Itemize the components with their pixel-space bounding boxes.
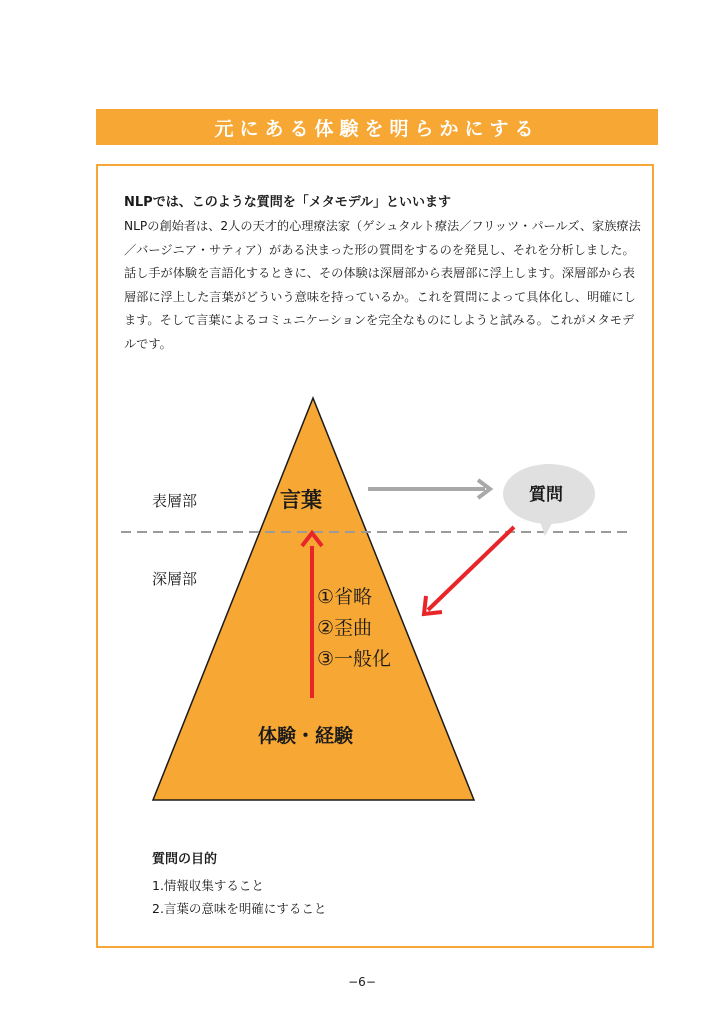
section-heading: NLPでは、このような質問を「メタモデル」といいます xyxy=(124,195,452,210)
purpose-list xyxy=(152,874,326,920)
list-item: 1.情報収集すること xyxy=(152,878,264,893)
page-number: −6− xyxy=(348,975,376,989)
step-omission: ①省略 xyxy=(317,586,373,608)
step-generalization: ③一般化 xyxy=(317,648,392,670)
distortion-steps xyxy=(317,582,391,675)
purpose-title: 質問の目的 xyxy=(152,852,218,867)
question-label: 質問 xyxy=(529,485,563,505)
paragraph: 話し手が体験を言語化するときに、その体験は深層部から表層部に浮上します。深層部から表層部に浮上した言葉がどういう意味を持っているか。これを質問によって具体化し、明確にします。そして言葉によるコミュニケーションを完全なものにしようと試みる。これがメタモデルです。 xyxy=(124,266,636,351)
words-label: 言葉 xyxy=(280,488,322,512)
surface-layer-label: 表層部 xyxy=(152,492,198,510)
list-item: 2.言葉の意味を明確にすること xyxy=(152,901,327,916)
red-diagonal-arrow-shaft xyxy=(428,527,514,610)
paragraph: NLPの創始者は、2人の天才的心理療法家（ゲシュタルト療法／フリッツ・パールズ、家族療法／バージニア・サティア）がある決まった形の質問をするのを発見し、それを分析しました。 xyxy=(124,219,641,257)
section-title: 元にある体験を明らかにする xyxy=(214,117,540,140)
step-distortion: ②歪曲 xyxy=(317,617,373,639)
experience-label: 体験・経験 xyxy=(258,725,354,747)
deep-layer-label: 深層部 xyxy=(152,570,198,588)
